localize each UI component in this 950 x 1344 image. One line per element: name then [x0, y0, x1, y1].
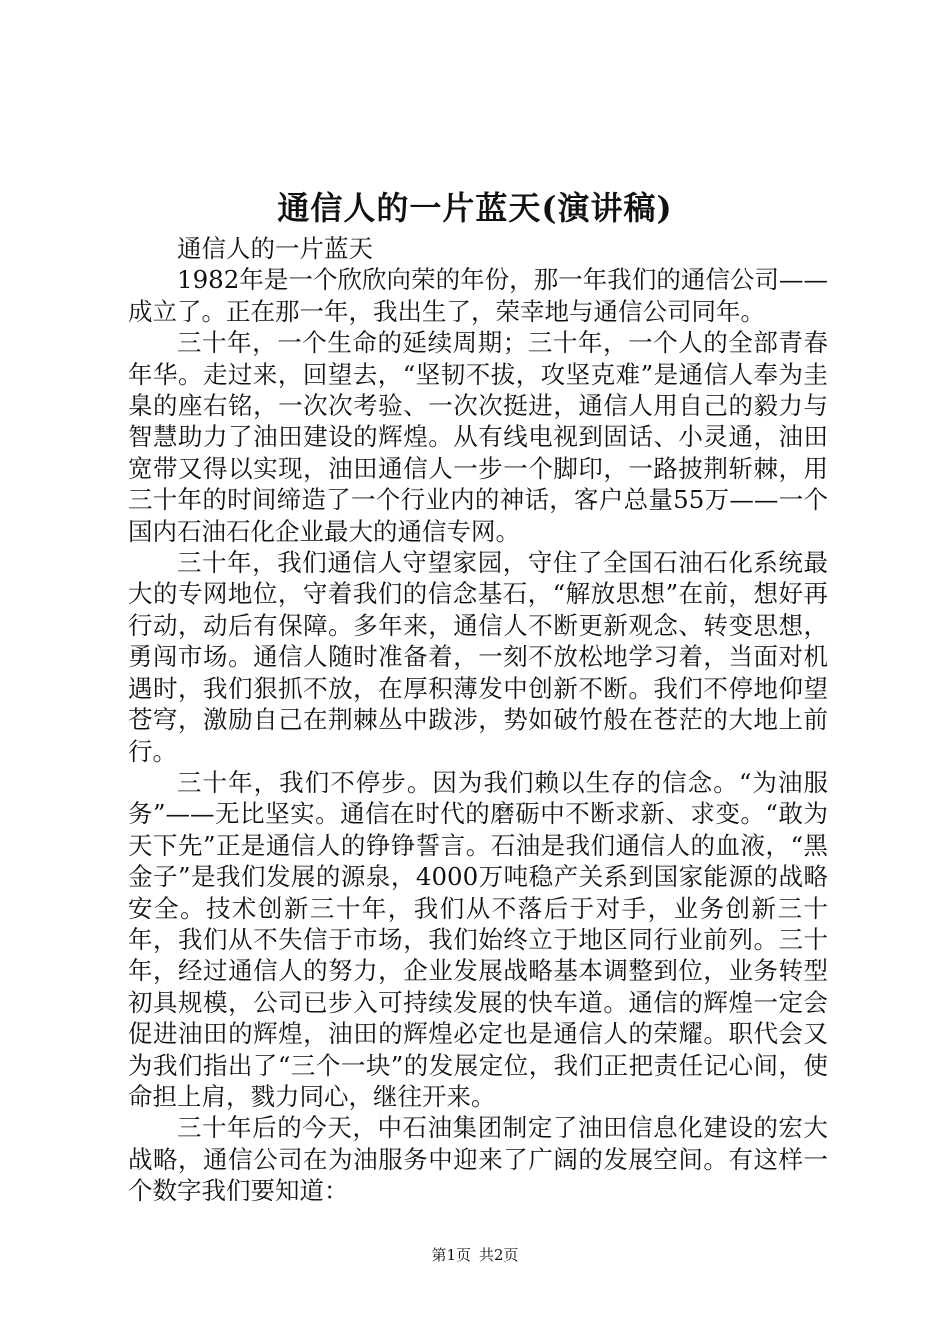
page-number: 第1页 [431, 1246, 471, 1264]
paragraph-5: 三十年后的今天，中石油集团制定了油田信息化建设的宏大战略，通信公司在为油服务中迎来了广阔的发展空间。有这样一个数字我们要知道： [128, 1113, 828, 1206]
page-footer [0, 1244, 950, 1266]
paragraph-3: 三十年，我们通信人守望家园，守住了全国石油石化系统最大的专网地位，守着我们的信念基石，“解放思想”在前，想好再行动，动后有保障。多年来，通信人不断更新观念、转变思想，勇闯市场。通信人随时准备着，一刻不放松地学习着，当面对机遇时，我们狠抓不放，在厚积薄发中创新不断。我们不停地仰望苍穹，激励自己在荆棘丛中跋涉，势如破竹般在苍茫的大地上前行。 [128, 548, 828, 766]
document-body [128, 233, 828, 1207]
document-subtitle: 通信人的一片蓝天 [177, 234, 373, 263]
page-total: 共2页 [479, 1246, 519, 1264]
paragraph-4: 三十年，我们不停步。因为我们赖以生存的信念。“为油服务”——无比坚实。通信在时代的磨砺中不断求新、求变。“敢为天下先”正是通信人的铮铮誓言。石油是我们通信人的血液，“黑金子”是我们发展的源泉，4000万吨稳产关系到国家能源的战略安全。技术创新三十年，我们从不落后于对手，业务创新三十年，我们从不失信于市场，我们始终立于地区同行业前列。三十年，经过通信人的努力，企业发展战略基本调整到位，业务转型初具规模，公司已步入可持续发展的快车道。通信的辉煌一定会促进油田的辉煌，油田的辉煌必定也是通信人的荣耀。职代会又为我们指出了“三个一块”的发展定位，我们正把责任记心间，使命担上肩，戮力同心，继往开来。 [128, 767, 828, 1111]
paragraph-1: 1982年是一个欣欣向荣的年份，那一年我们的通信公司——成立了。正在那一年，我出生了，荣幸地与通信公司同年。 [128, 265, 828, 326]
document-title: 通信人的一片蓝天(演讲稿) [277, 189, 673, 227]
paragraph-2: 三十年，一个生命的延续周期；三十年，一个人的全部青春年华。走过来，回望去，“坚韧不拔，攻坚克难”是通信人奉为圭臬的座右铭，一次次考验、一次次挺进，通信人用自己的毅力与智慧助力了油田建设的辉煌。从有线电视到固话、小灵通，油田宽带又得以实现，油田通信人一步一个脚印，一路披荆斩棘，用三十年的时间缔造了一个行业内的神话，客户总量55万——一个国内石油石化企业最大的通信专网。 [128, 328, 828, 546]
